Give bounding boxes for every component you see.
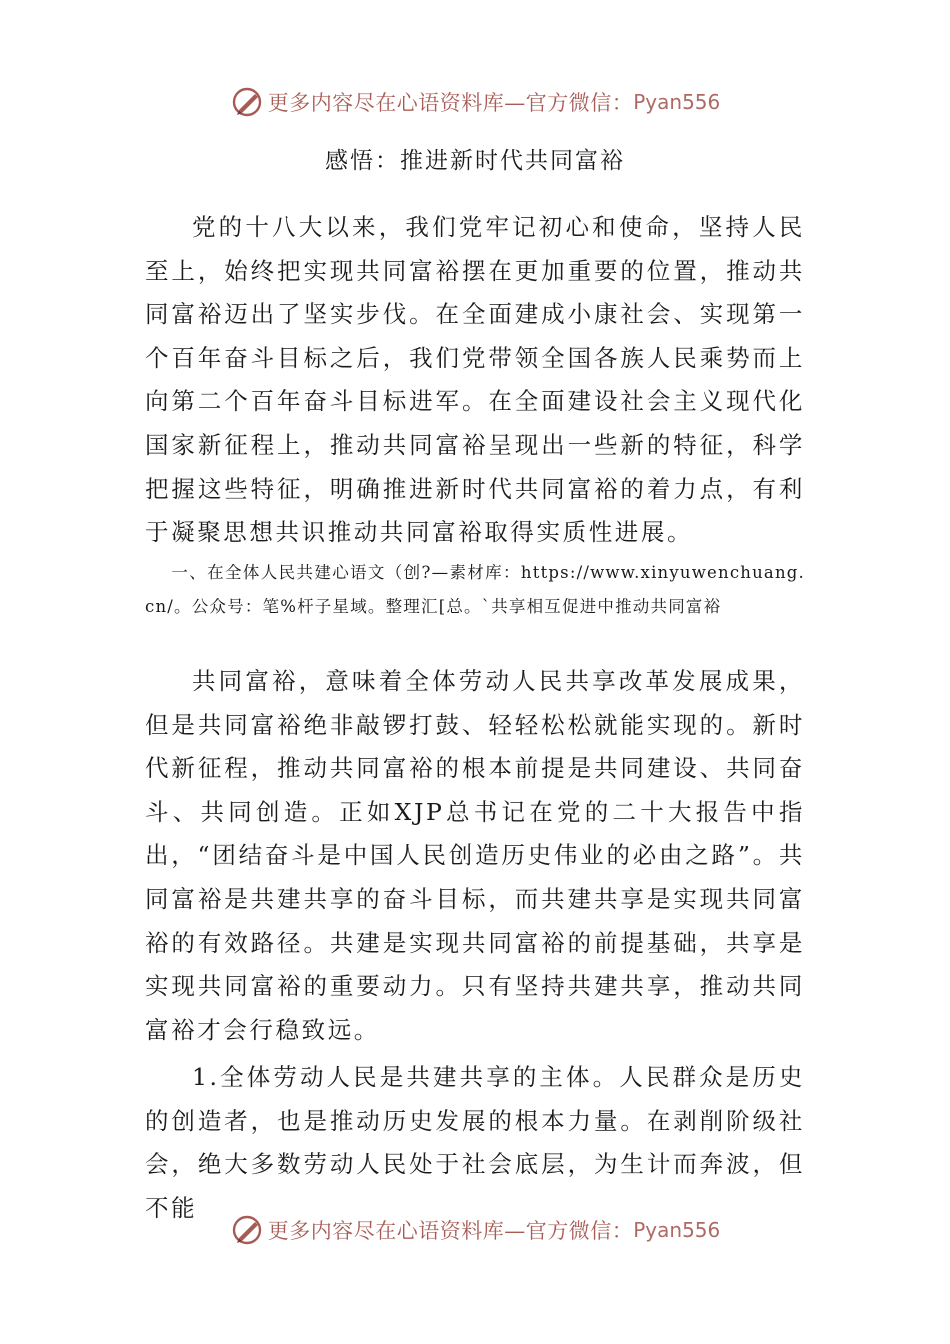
section-heading-1: 一、在全体人民共建心语文（创?—素材库：https://www.xinyuwenchuang.cn/。公众号：笔%杆子星域。整理汇[总。`共享相互促进中推动共同富裕 — [145, 563, 805, 616]
banner-text: 更多内容尽在心语资料库—官方微信： — [267, 1219, 634, 1243]
paragraph-common-prosperity: 共同富裕，意味着全体劳动人民共享改革发展成果，但是共同富裕绝非敲锣打鼓、轻轻松松就能实现的。新时代新征程，推动共同富裕的根本前提是共同建设、共同奋斗、共同创造。正如XJP总书记在党的二十大报告中指出，“团结奋斗是中国人民创造历史伟业的必由之路”。共同富裕是共建共享的奋斗目标，而共建共享是实现共同富裕的有效路径。共建是实现共同富裕的前提基础，共享是实现共同富裕的重要动力。只有坚持共建共享，推动共同富裕才会行稳致远。 — [145, 667, 805, 1044]
banner-wechat-id: Pyan556 — [633, 1218, 721, 1242]
page-title: 感悟：推进新时代共同富裕 — [325, 148, 625, 174]
banner-wechat-id: Pyan556 — [633, 90, 721, 114]
pen-logo-icon — [230, 85, 264, 119]
paragraph-point-1: 1.全体劳动人民是共建共享的主体。人民群众是历史的创造者，也是推动历史发展的根本力量。在剥削阶级社会，绝大多数劳动人民处于社会底层，为生计而奔波，但不能 — [145, 1063, 805, 1222]
header-watermark-banner — [0, 82, 950, 122]
pen-logo-icon — [230, 1213, 264, 1247]
paragraph-intro: 党的十八大以来，我们党牢记初心和使命，坚持人民至上，始终把实现共同富裕摆在更加重要的位置，推动共同富裕迈出了坚实步伐。在全面建成小康社会、实现第一个百年奋斗目标之后，我们党带领全国各族人民乘势而上向第二个百年奋斗目标进军。在全面建设社会主义现代化国家新征程上，推动共同富裕呈现出一些新的特征，科学把握这些特征，明确推进新时代共同富裕的着力点，有利于凝聚思想共识推动共同富裕取得实质性进展。 — [145, 213, 805, 547]
footer-watermark-banner — [0, 1210, 950, 1250]
banner-text: 更多内容尽在心语资料库—官方微信： — [267, 91, 634, 115]
